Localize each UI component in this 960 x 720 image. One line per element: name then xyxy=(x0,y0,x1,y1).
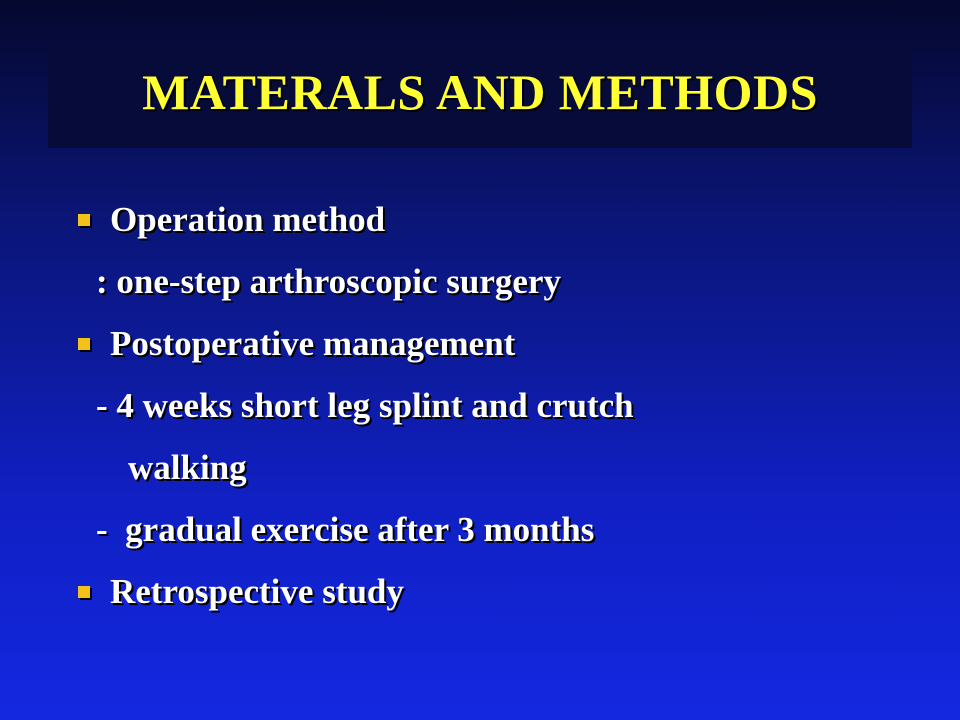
bullet-square-icon xyxy=(78,586,90,598)
bullet-operation-method: Operation method xyxy=(110,200,386,239)
sub-line-splint-crutch: - 4 weeks short leg splint and crutch xyxy=(96,386,634,425)
bullet-retrospective-study: Retrospective study xyxy=(110,572,404,611)
slide-title: MATERALS AND METHODS xyxy=(142,64,818,120)
sub-line-walking: walking xyxy=(128,448,247,487)
bullet-square-icon xyxy=(78,214,90,226)
bullet-square-icon xyxy=(78,338,90,350)
sub-line-one-step-surgery: : one-step arthroscopic surgery xyxy=(96,262,561,301)
sub-line-gradual-exercise: - gradual exercise after 3 months xyxy=(96,510,595,549)
bullet-postoperative-management: Postoperative management xyxy=(110,324,516,363)
